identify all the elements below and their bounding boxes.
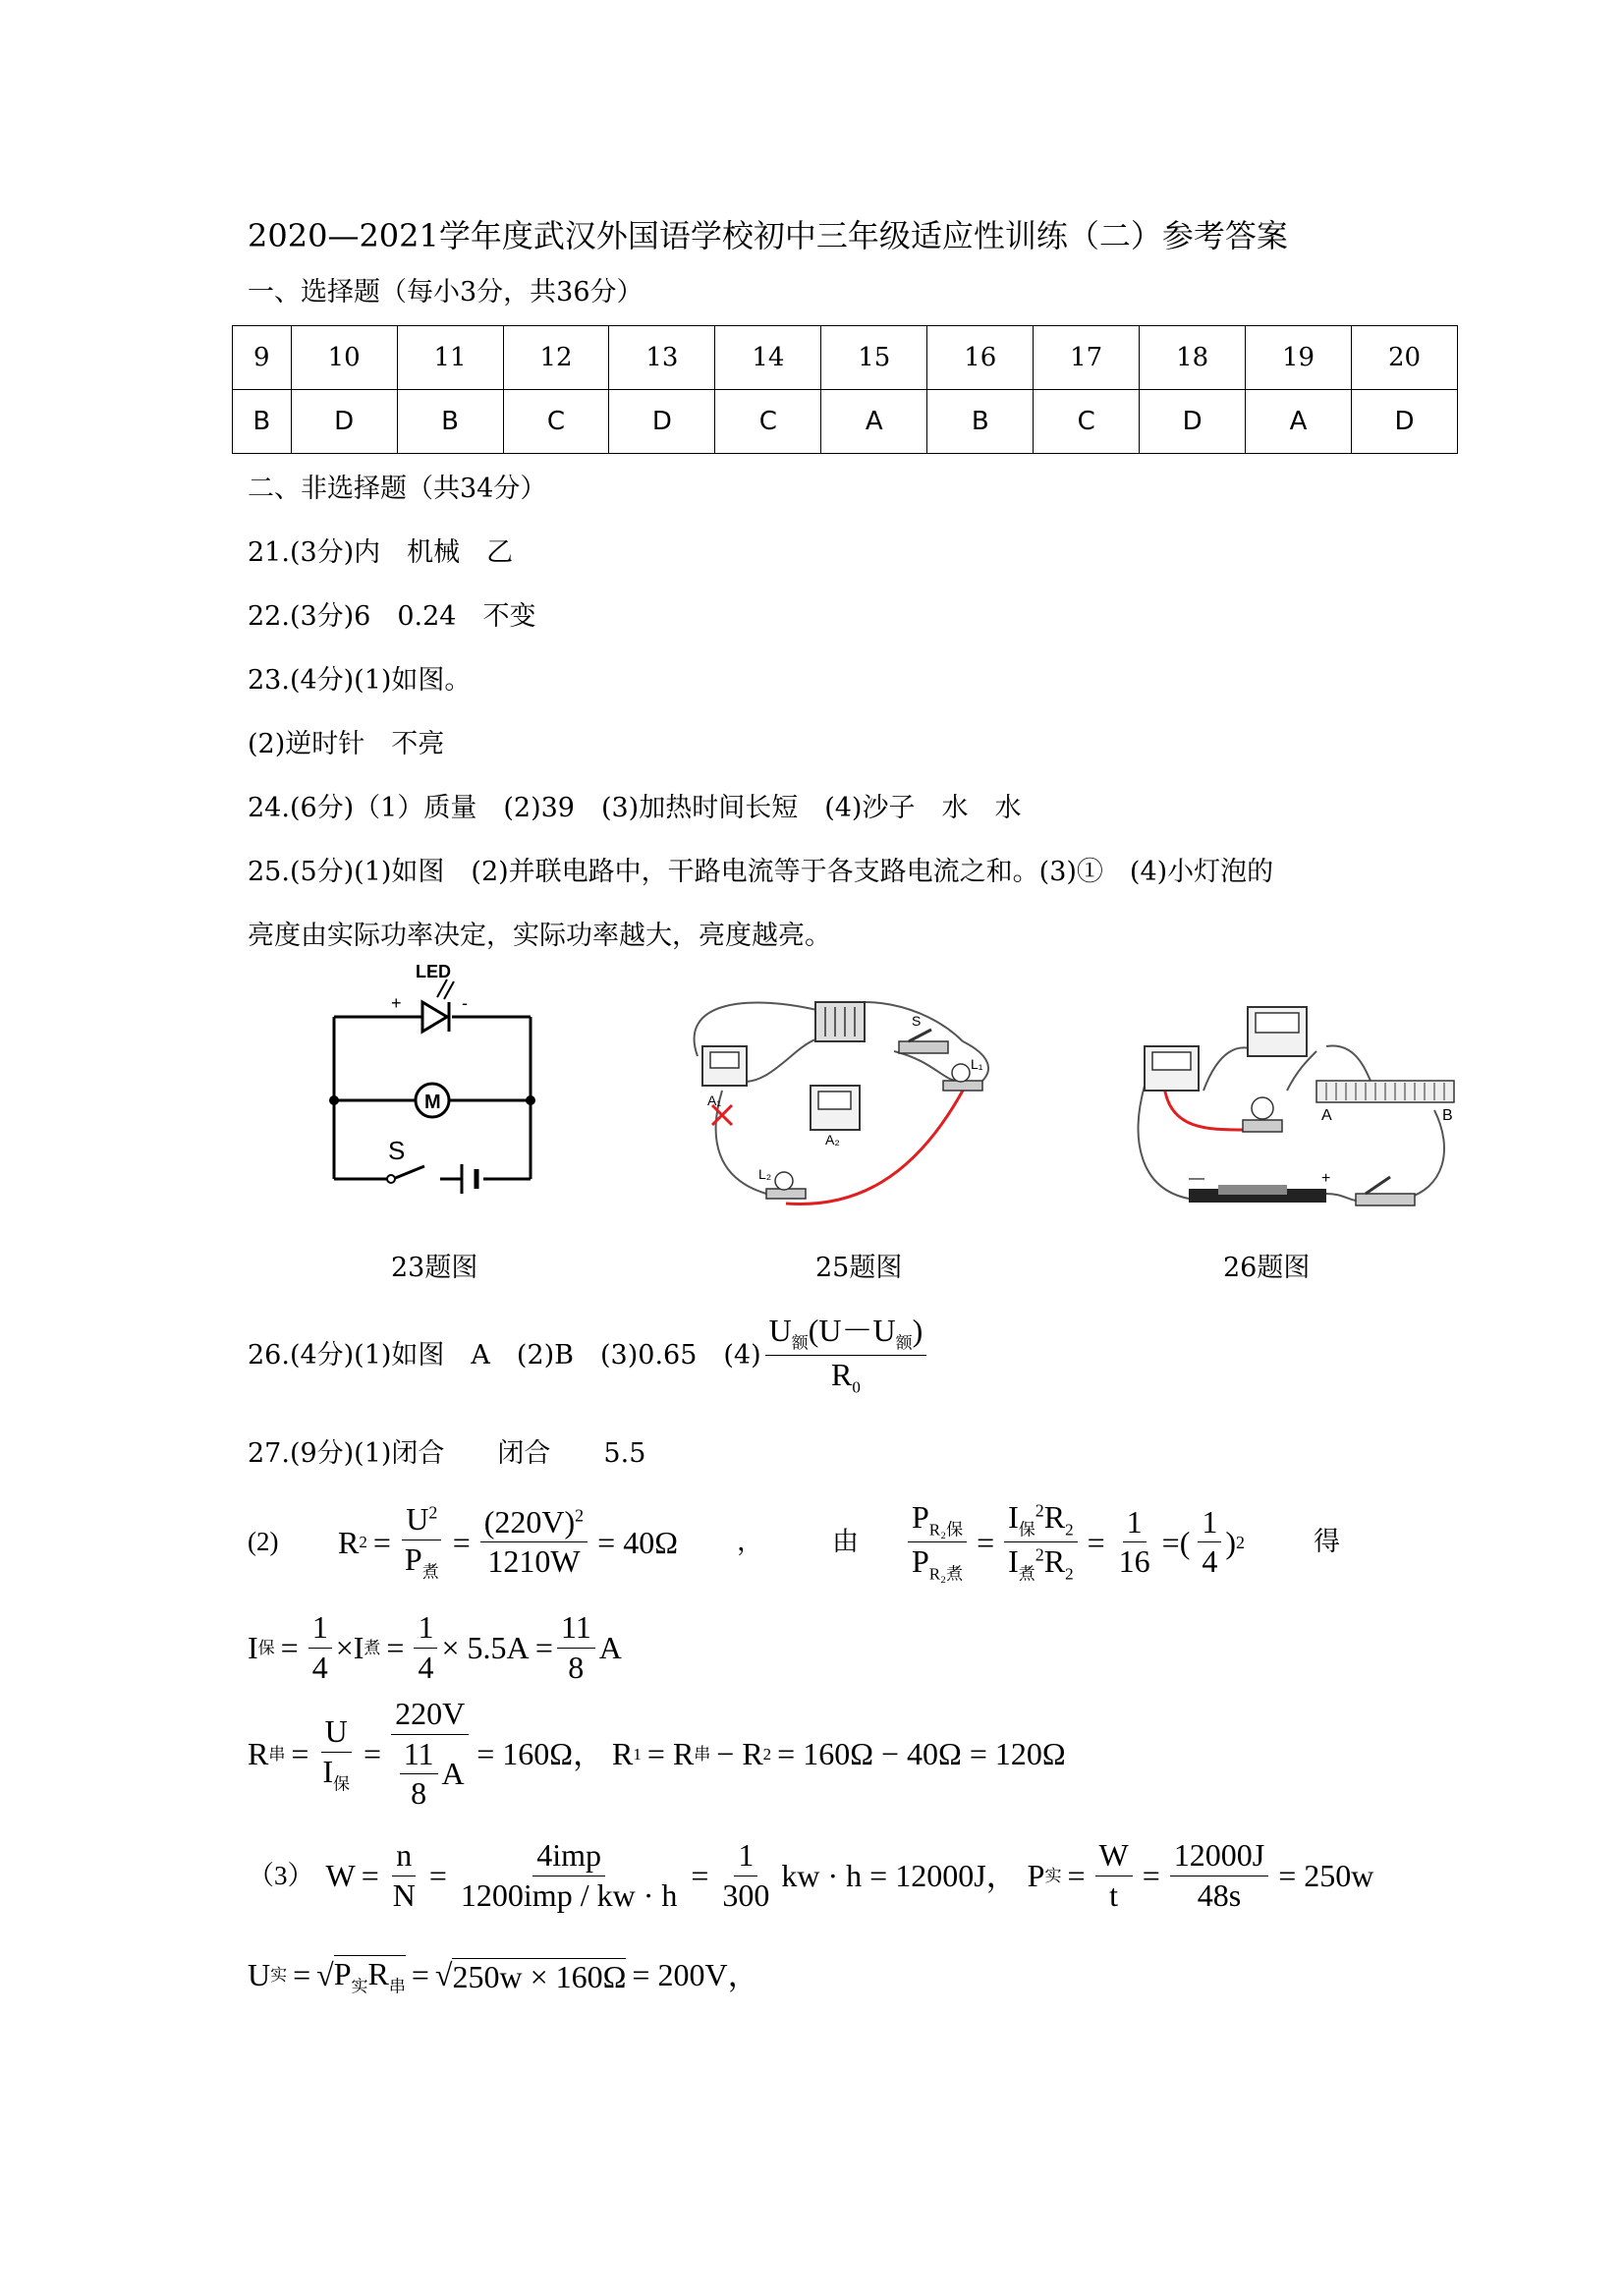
table-cell-answer: A — [1246, 390, 1352, 454]
r-chuan2: R — [367, 1956, 389, 1991]
table-cell-answer: D — [609, 390, 715, 454]
comma: ， — [736, 1527, 763, 1557]
n: n — [392, 1839, 416, 1876]
s48: 48s — [1197, 1876, 1242, 1913]
led-plus-label: + — [391, 993, 402, 1013]
frac-den: R — [831, 1357, 853, 1393]
table-row-numbers — [233, 326, 1458, 390]
big-n: N — [392, 1876, 416, 1913]
you: 由 — [831, 1527, 859, 1557]
table-cell-question-number: 12 — [503, 326, 609, 390]
answer-25-line1: 25.(5分)(1)如图 (2)并联电路中，干路电流等于各支路电流之和。(3)① (4)小灯泡的 — [248, 857, 1274, 887]
answer-27-eq3: R 串 = $\frac{U}{I_保}$ = 220V $\frac{11}{8}$ A = 160Ω， R 1 = R 串 − R 2 = 160Ω − 40Ω = 120Ω — [248, 1696, 1066, 1812]
table-cell-answer: C — [715, 390, 821, 454]
r2c: R — [1043, 1543, 1066, 1580]
sq4: 2 — [1035, 1544, 1044, 1565]
v220: 220V — [391, 1698, 469, 1735]
r2d-sub: 2 — [762, 1744, 772, 1764]
switch-label: S — [388, 1136, 406, 1165]
table-cell-answer: D — [1140, 390, 1246, 454]
sub-bao: 保 — [946, 1520, 964, 1540]
one3: 1 — [308, 1611, 332, 1649]
table-cell-answer: B — [233, 390, 292, 454]
answer-23-part1: 23.(4分)(1)如图。 — [248, 665, 472, 696]
one: 1 — [1123, 1506, 1147, 1543]
i-bao3: I — [248, 1630, 258, 1666]
sub-chuan2: 串 — [694, 1744, 711, 1764]
table-cell-question-number: 11 — [397, 326, 503, 390]
amp: A — [598, 1630, 622, 1666]
frac-mid: (U－U — [808, 1313, 896, 1348]
answer-25-line2: 亮度由实际功率决定，实际功率越大，亮度越亮。 — [248, 921, 831, 951]
four: 4 — [1202, 1543, 1218, 1580]
i-bao4: I — [322, 1753, 334, 1789]
eq-r: = R — [646, 1736, 695, 1772]
w250: = 250w — [1278, 1858, 1374, 1894]
answer-27-part1: 27.(9分)(1)闭合 闭合 5.5 — [248, 1438, 646, 1469]
r1: R — [612, 1736, 634, 1772]
answer-27-eq2: I 保 = $\frac{1}{4}$ × I 煮 = $\frac{1}{4}$ × 5.5A = $\frac{11}{8}$ A — [248, 1609, 622, 1685]
sq2: 2 — [575, 1504, 585, 1525]
sub-zhu: 煮 — [421, 1562, 439, 1582]
i-zhu: I — [1008, 1543, 1019, 1580]
figure-26-circuit — [1130, 992, 1464, 1228]
frac-end: ) — [912, 1313, 923, 1348]
den-1210: 1210W — [487, 1543, 581, 1580]
table-cell-answer: B — [397, 390, 503, 454]
battery-plus-label: + — [1321, 1170, 1331, 1187]
i-zhu2: I — [353, 1630, 364, 1666]
answer-21: 21.(3分)内 机械 乙 — [248, 537, 514, 568]
p-shi2: P — [333, 1956, 352, 1991]
r1-sub: 1 — [633, 1744, 642, 1764]
label-3: （3） — [248, 1860, 314, 1890]
p-zhu: P — [911, 1543, 929, 1580]
frac-sub-e: 额 — [791, 1333, 809, 1353]
p-shi: P — [1027, 1858, 1045, 1894]
sq: 2 — [428, 1502, 438, 1523]
table-cell-question-number: 17 — [1034, 326, 1140, 390]
i-bao: I — [1008, 1499, 1019, 1535]
frac-sub-e2: 额 — [895, 1333, 913, 1353]
lamp-l2-label: L₂ — [758, 1166, 772, 1182]
answer-27-eq1: (2) R 2 = $\frac{U^2}{P_煮}$ = $\frac{(220V)^2}{1210W}$ = 40Ω ， 由 $\frac{P_{R_2保}}{P_{R_2煮}}$ = $\frac{I_保^2R_2}{I_煮^2R_2}$ = $\frac{1}{16}$ =( $\frac{1}{4}$ ) 2 得 — [248, 1499, 1341, 1584]
table-cell-answer: D — [1352, 390, 1458, 454]
ammeter-a1-label: A₁ — [707, 1092, 722, 1108]
sub-bao3: 保 — [257, 1638, 275, 1657]
table-cell-answer: C — [1034, 390, 1140, 454]
imp-den: 1200imp / kw · h — [460, 1876, 678, 1913]
battery-minus-label: — — [1189, 1170, 1204, 1187]
answer-26-fraction — [765, 1315, 927, 1396]
u: U — [406, 1501, 429, 1538]
sub-bao4: 保 — [333, 1773, 351, 1793]
answer-24: 24.(6分)（1）质量 (2)39 (3)加热时间长短 (4)沙子 水 水 — [248, 793, 1022, 823]
frac-den-sub: 0 — [852, 1377, 861, 1397]
table-cell-question-number: 15 — [821, 326, 927, 390]
minus-r: − R — [716, 1736, 763, 1772]
p-bao: P — [911, 1499, 929, 1535]
sixteen: 16 — [1118, 1543, 1150, 1580]
table-cell-question-number: 13 — [609, 326, 715, 390]
figure-26-caption: 26题图 — [1223, 1253, 1311, 1283]
res-200: = 200V， — [632, 1957, 759, 1993]
pr2b: R — [928, 1564, 941, 1584]
answer-26-text: 26.(4分)(1)如图 A (2)B (3)0.65 (4) — [248, 1340, 761, 1372]
eleven: 11 — [557, 1611, 595, 1649]
table-cell-question-number: 9 — [233, 326, 292, 390]
table-cell-answer: B — [927, 390, 1034, 454]
label-2: (2) — [248, 1527, 279, 1557]
rheostat-a-label: A — [1321, 1107, 1332, 1124]
led-minus-label: - — [462, 993, 468, 1013]
imp: 4imp — [532, 1839, 605, 1876]
r2c-sub: 2 — [1065, 1564, 1074, 1584]
sub-shi3: 实 — [351, 1977, 368, 1996]
w: W — [325, 1858, 356, 1894]
sub-bao2: 保 — [1018, 1520, 1035, 1540]
res-40: = 40Ω — [597, 1524, 678, 1560]
answer-23-part2: (2)逆时针 不亮 — [248, 729, 445, 759]
res-120: = 160Ω − 40Ω = 120Ω — [777, 1736, 1066, 1772]
motor-label: M — [424, 1092, 441, 1113]
table-cell-answer: A — [821, 390, 927, 454]
answer-26 — [248, 1315, 930, 1396]
table-cell-answer: D — [291, 390, 397, 454]
ammeter-a2-label: A₂ — [825, 1132, 840, 1148]
answer-22: 22.(3分)6 0.24 不变 — [248, 601, 536, 632]
page-title: 2020—2021学年度武汉外国语学校初中三年级适应性训练（二）参考答案 — [248, 217, 1288, 254]
section-nonchoice-heading: 二、非选择题（共34分） — [248, 474, 547, 504]
p: P — [404, 1540, 422, 1577]
pr2: R — [928, 1520, 941, 1540]
one5: 1 — [734, 1839, 757, 1876]
j12000: 12000J — [1170, 1839, 1268, 1876]
four3: 4 — [418, 1649, 434, 1685]
figure-23-caption: 23题图 — [391, 1253, 478, 1283]
led-label: LED — [416, 962, 451, 981]
r2: R — [338, 1524, 360, 1560]
answer-27-eq4: （3） W = $\frac{n}{N}$ = $\frac{\text{4imp}}{\text{1200imp / kw · h}}$ = $\frac{1}{300}$ kw · h = 12000J， P 实 = $\frac{W}{t}$ = $\frac{12000J}{48s}$ = 250w — [248, 1837, 1374, 1913]
sq5: 2 — [1236, 1532, 1246, 1552]
frac-u: U — [768, 1313, 792, 1348]
u-shi: U — [248, 1957, 271, 1993]
table-cell-question-number: 16 — [927, 326, 1034, 390]
sub-shi: 实 — [1044, 1866, 1062, 1885]
sub-zhu2: 煮 — [946, 1564, 964, 1584]
res-55: × 5.5A = — [441, 1630, 553, 1666]
sub-zhu3: 煮 — [1018, 1564, 1035, 1584]
r2b: R — [1043, 1499, 1066, 1535]
answer-table — [232, 325, 1458, 454]
eight2: 8 — [411, 1775, 427, 1812]
switch-s-label: S — [912, 1013, 922, 1029]
rheostat-b-label: B — [1442, 1107, 1453, 1124]
sq3: 2 — [1035, 1500, 1044, 1521]
sub-chuan: 串 — [268, 1744, 286, 1764]
table-cell-question-number: 18 — [1140, 326, 1246, 390]
sub-zhu4: 煮 — [364, 1638, 381, 1657]
sub-chuan3: 串 — [388, 1977, 406, 1996]
u2: U — [321, 1715, 352, 1753]
figure-25-circuit — [678, 982, 1032, 1228]
r2-sub: 2 — [359, 1533, 367, 1552]
sub-shi2: 实 — [270, 1965, 288, 1985]
r2b-sub: 2 — [1065, 1520, 1074, 1540]
w2: W — [1095, 1839, 1133, 1876]
t: t — [1109, 1876, 1119, 1913]
res-160: = 160Ω， — [476, 1736, 605, 1772]
section-choice-heading: 一、选择题（每小3分，共36分） — [248, 277, 644, 308]
kwh: kw · h = 12000J， — [781, 1858, 1018, 1894]
table-cell-question-number: 19 — [1246, 326, 1352, 390]
one2: 1 — [1198, 1506, 1221, 1543]
answer-27-eq5: U 实 = √ $P_实R_串$ = √ 250w × 160Ω = 200V， — [248, 1956, 759, 1996]
table-cell-answer: C — [503, 390, 609, 454]
r-chuan: R — [248, 1736, 269, 1772]
num-220: (220V) — [483, 1503, 576, 1540]
figure-23-circuit — [314, 958, 550, 1194]
one4: 1 — [414, 1611, 437, 1649]
sqrt-250-160: 250w × 160Ω — [452, 1958, 627, 1994]
eleven2: 11 — [400, 1738, 438, 1775]
amp2: A — [441, 1755, 465, 1791]
table-cell-question-number: 14 — [715, 326, 821, 390]
table-cell-question-number: 20 — [1352, 326, 1458, 390]
lamp-l1-label: L₁ — [971, 1056, 983, 1072]
three-hundred: 300 — [722, 1876, 770, 1913]
figure-25-caption: 25题图 — [815, 1253, 903, 1283]
de: 得 — [1314, 1527, 1341, 1557]
table-cell-question-number: 10 — [291, 326, 397, 390]
eight: 8 — [568, 1649, 585, 1685]
table-row-answers — [233, 390, 1458, 454]
four2: 4 — [311, 1649, 328, 1685]
